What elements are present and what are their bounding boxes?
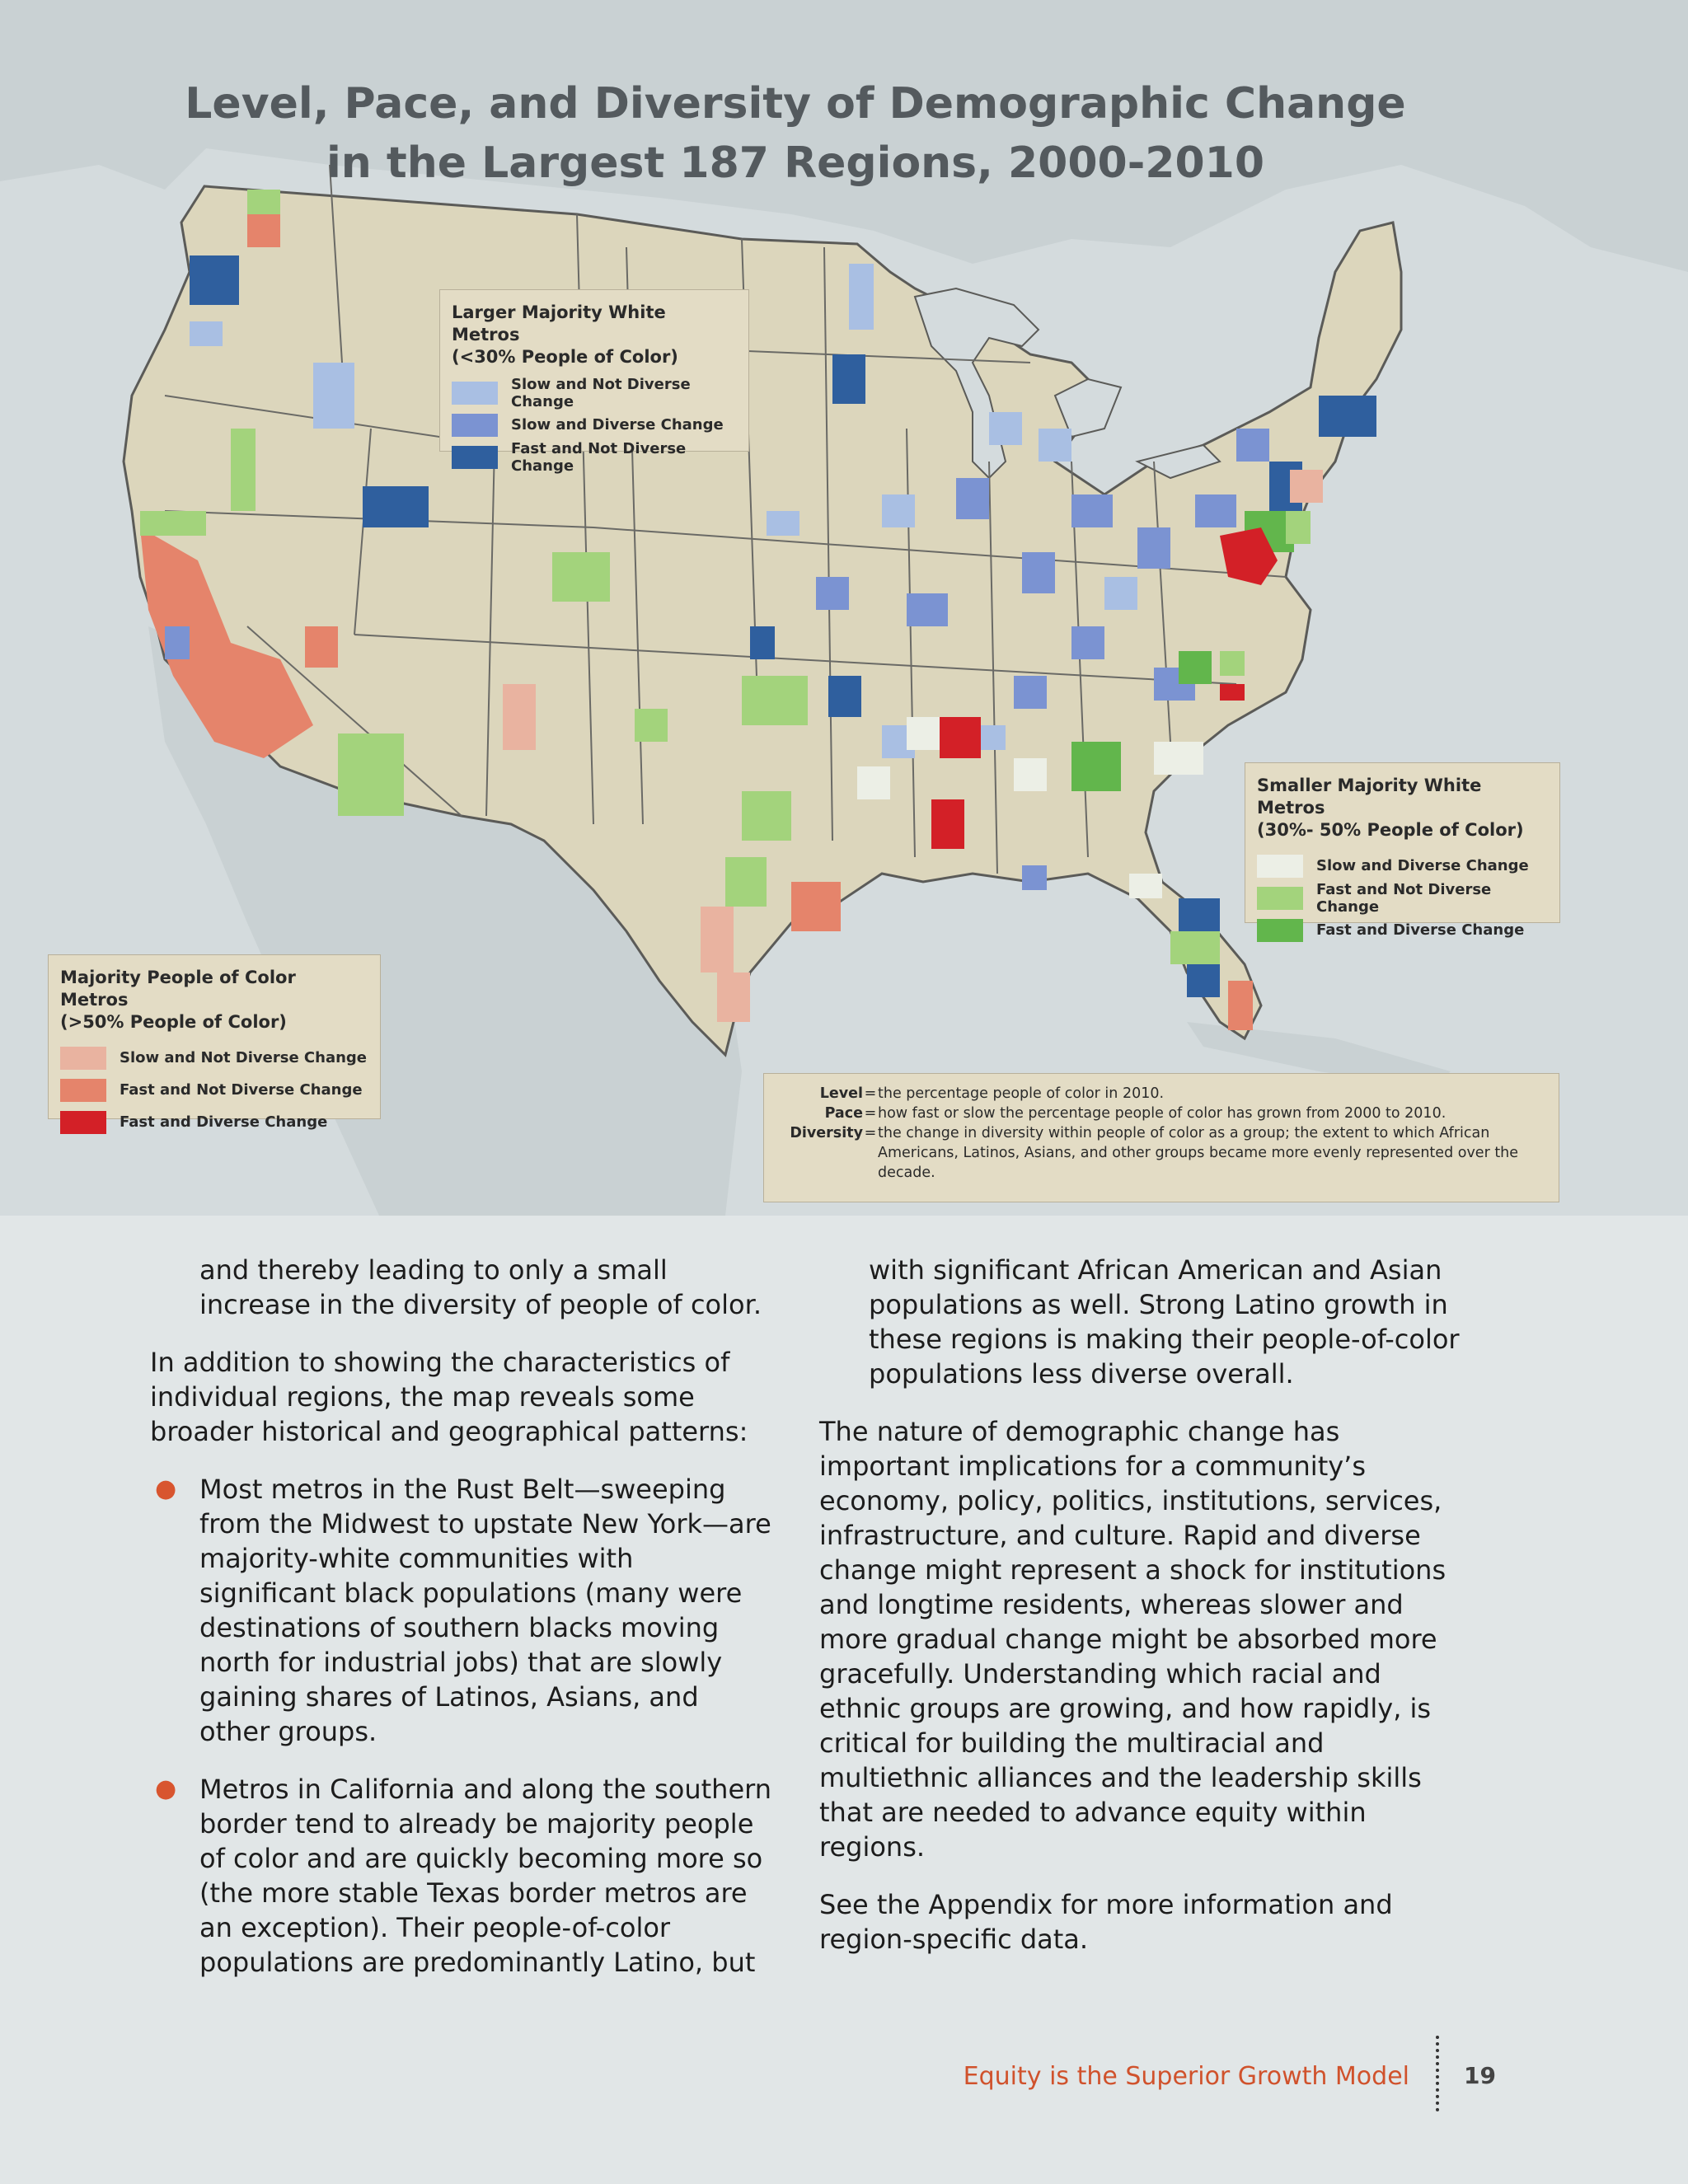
metro-region <box>882 494 915 527</box>
text-column-right <box>819 1253 1462 1980</box>
metro-region <box>940 717 981 758</box>
legend-item: Fast and Diverse Change <box>1257 914 1548 946</box>
bullet-item: ● Metros in California and along the southern border tend to already be majority people of color and are quickly becoming more so (the more stable Texas border metros are an exception). Their people-of-color populations are predominantly Latino, but <box>155 1774 772 1978</box>
metro-region <box>849 264 874 330</box>
metro-region <box>1022 552 1055 593</box>
metro-region <box>165 626 190 659</box>
metro-region <box>828 676 861 717</box>
metro-region <box>1071 494 1113 527</box>
metro-region <box>1014 758 1047 791</box>
metro-region <box>231 429 256 511</box>
metro-region <box>742 676 808 725</box>
metro-region <box>1236 429 1269 462</box>
metro-region <box>1187 964 1220 997</box>
legend-swatch <box>452 382 498 405</box>
metro-region <box>1286 511 1311 544</box>
metro-region <box>1179 651 1212 684</box>
legend-swatch <box>1257 919 1303 942</box>
paragraph-implications: The nature of demographic change has important implications for a community’s economy, policy, politics, institutions, services, infrastructure, and culture. Rapid and diverse change might represent a shock for institutions and longtime residents, whereas slower and more gradual change might be absorbed more gracefully. Understanding which racial and ethnic groups are growing, and how rapidly, is critical for building the multiracial and multiethnic alliances and the leadership skills that are needed to advance equity within regions. <box>819 1416 1447 1863</box>
metro-region <box>750 626 775 659</box>
definition-pace: Pace = how fast or slow the percentage people of color has grown from 2000 to 2010. <box>824 1105 1447 1122</box>
metro-region <box>725 857 767 907</box>
bullet-item: ● Most metros in the Rust Belt—sweeping from the Midwest to upstate New York—are majority-white communities with significant black populations (many were destinations of southern blacks moving north for industrial jobs) that are slowly gaining shares of Latinos, Asians, and other groups. <box>155 1474 771 1747</box>
metro-region <box>1129 874 1162 898</box>
paragraph-continuation: with significant African American and Asian populations as well. Strong Latino growth in these regions is making their people-of-color populations less diverse overall. <box>869 1254 1460 1390</box>
metro-region <box>857 766 890 799</box>
metro-region <box>1228 981 1253 1030</box>
metro-region <box>140 511 206 536</box>
metro-region <box>816 577 849 610</box>
metro-region <box>767 511 799 536</box>
legend-heading: Majority People of Color Metros (>50% People of Color) <box>60 968 296 1032</box>
definition-level: Level = the percentage people of color in 2010. <box>819 1085 1165 1102</box>
metro-region <box>305 626 338 668</box>
metro-region <box>1137 527 1170 569</box>
legend-item: Fast and Not Diverse Change <box>1257 882 1548 914</box>
metro-region <box>1170 931 1220 964</box>
metro-region <box>717 972 750 1022</box>
metro-region <box>907 717 940 750</box>
metro-region <box>247 190 280 214</box>
metro-region <box>701 907 734 972</box>
legend-smaller-majority-white <box>1245 762 1560 939</box>
metro-region <box>1290 470 1323 503</box>
metro-region <box>190 255 239 305</box>
metro-region <box>338 733 404 816</box>
map-title-line2: in the Largest 187 Regions, 2000-2010 <box>326 138 1265 188</box>
metro-region <box>552 552 610 602</box>
metro-region <box>363 486 429 527</box>
metro-region <box>1071 742 1121 791</box>
metro-region <box>956 478 989 519</box>
metro-region <box>1104 577 1137 610</box>
paragraph-continuation: and thereby leading to only a small increase in the diversity of people of color. <box>199 1254 762 1320</box>
metro-region <box>503 684 536 750</box>
metro-region <box>190 321 223 346</box>
metro-region <box>1220 684 1245 701</box>
legend-heading: Smaller Majority White Metros (30%- 50% People of Color) <box>1257 776 1524 840</box>
bullet-icon: ● <box>155 1474 177 1503</box>
metro-region <box>1319 396 1376 437</box>
legend-swatch <box>1257 855 1303 878</box>
metro-region <box>1071 626 1104 659</box>
metro-region <box>1014 676 1047 709</box>
metro-region <box>313 363 354 429</box>
legend-item: Slow and Not Diverse Change <box>452 377 737 409</box>
metro-region <box>1220 651 1245 676</box>
text-column-left <box>150 1253 776 2003</box>
legend-swatch <box>452 414 498 437</box>
metro-region <box>907 593 948 626</box>
legend-majority-people-of-color <box>48 954 381 1131</box>
legend-item: Slow and Diverse Change <box>452 409 737 441</box>
metro-region <box>742 791 791 841</box>
metro-region <box>989 412 1022 445</box>
metro-region <box>635 709 668 742</box>
legend-swatch <box>452 446 498 469</box>
metro-region <box>247 214 280 247</box>
legend-larger-majority-white <box>439 289 749 475</box>
footer-divider <box>1436 2036 1439 2111</box>
footer-title: Equity is the Superior Growth Model <box>963 2062 1409 2091</box>
metro-region <box>1154 742 1203 775</box>
definition-diversity: Diversity = the change in diversity within people of color as a group; the extent to which African Americans, Latinos, Asians, and other groups became more evenly represented over the decade. <box>790 1125 1519 1181</box>
legend-heading: Larger Majority White Metros (<30% People of Color) <box>452 302 678 367</box>
definitions-box <box>763 1073 1559 1202</box>
legend-item: Slow and Diverse Change <box>1257 850 1548 882</box>
legend-swatch <box>1257 887 1303 910</box>
map-title <box>0 74 1591 193</box>
legend-item: Fast and Not Diverse Change <box>452 441 737 473</box>
metro-region <box>1195 494 1236 527</box>
legend-swatch <box>60 1079 106 1102</box>
legend-item: Fast and Diverse Change <box>60 1106 368 1138</box>
paragraph-appendix: See the Appendix for more information and region-specific data. <box>819 1889 1393 1955</box>
metro-region <box>1039 429 1071 462</box>
legend-item: Slow and Not Diverse Change <box>60 1042 368 1074</box>
legend-item: Fast and Not Diverse Change <box>60 1074 368 1106</box>
legend-swatch <box>60 1047 106 1070</box>
legend-swatch <box>60 1111 106 1134</box>
page-number: 19 <box>1464 2062 1496 2089</box>
metro-region <box>832 354 865 404</box>
bullet-icon: ● <box>155 1774 177 1803</box>
metro-region <box>791 882 841 931</box>
metro-region <box>931 799 964 849</box>
paragraph-intro: In addition to showing the characteristics of individual regions, the map reveals some broader historical and geographical patterns: <box>150 1347 748 1447</box>
map-title-line1: Level, Pace, and Diversity of Demographic Change <box>185 79 1406 129</box>
metro-region <box>1179 898 1220 931</box>
metro-region <box>1022 865 1047 890</box>
